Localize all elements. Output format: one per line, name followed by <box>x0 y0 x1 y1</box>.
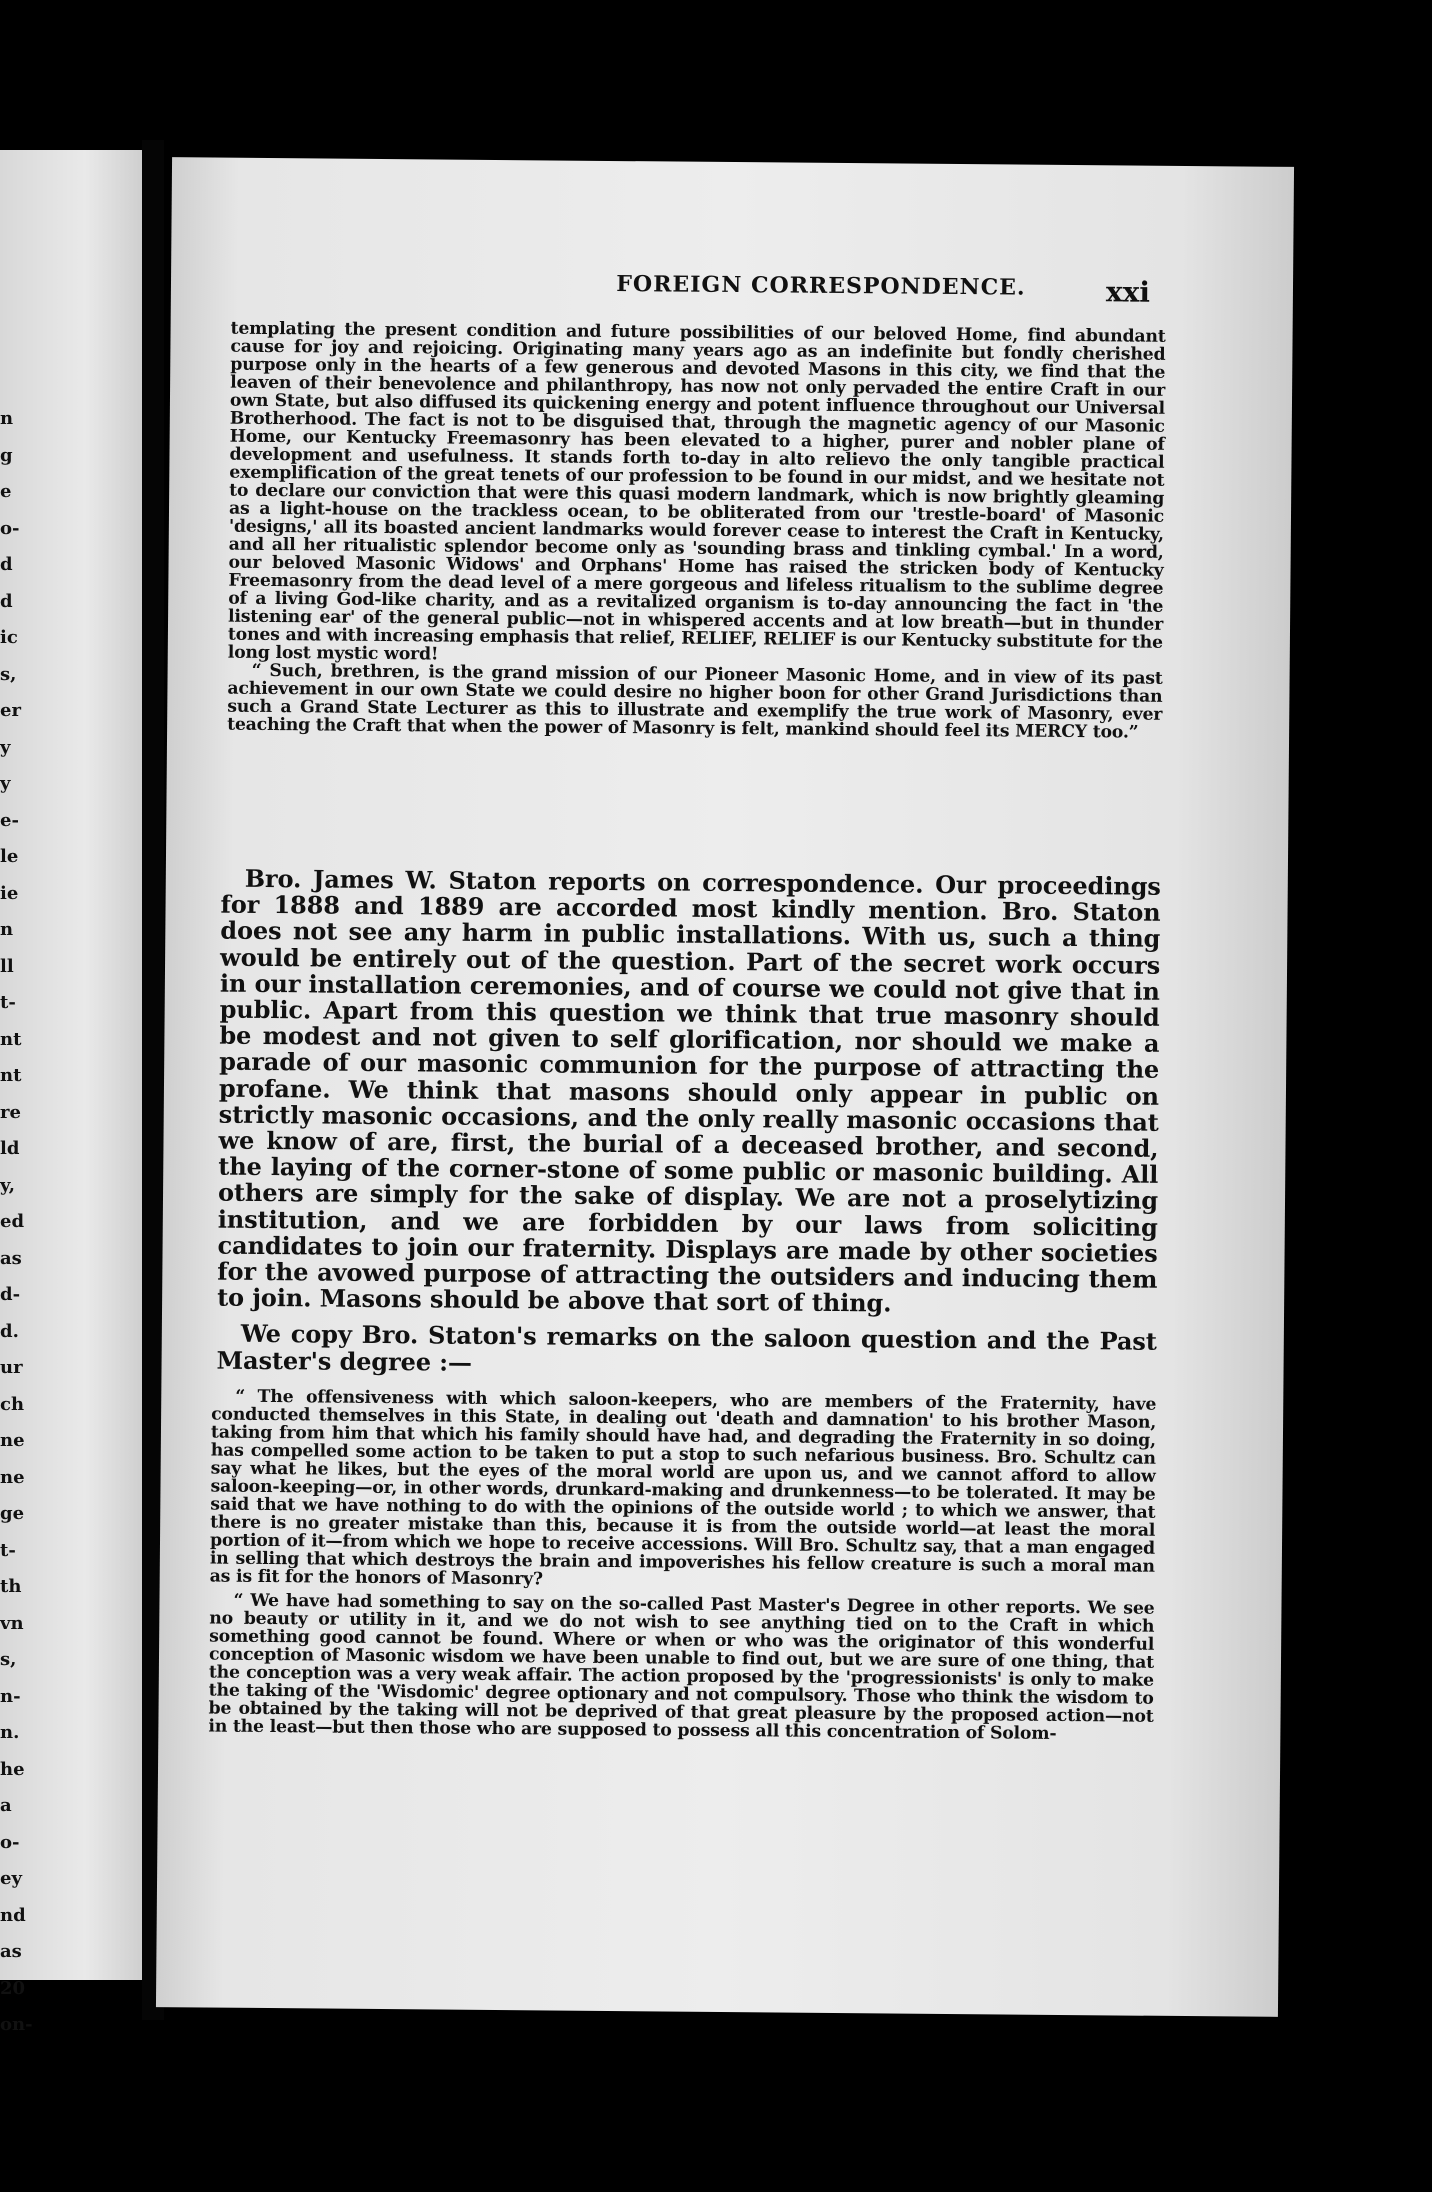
left-page-fragment: 20 <box>0 1977 26 1999</box>
left-page-fragment: re <box>0 1101 21 1123</box>
left-page-fragment: nd <box>0 1904 26 1926</box>
left-page-fragment: ll <box>0 955 14 977</box>
left-page-fragment: on- <box>0 2014 33 2035</box>
left-page-fragment: e- <box>0 809 19 831</box>
left-page-fragment: a <box>0 1795 12 1816</box>
left-page-fragment: d- <box>0 1284 21 1305</box>
quote-block-saloon <box>208 1388 1156 1744</box>
left-page-fragment: er <box>0 700 21 721</box>
left-page-fragment: t- <box>0 1539 16 1561</box>
body-text <box>216 863 1161 1382</box>
left-page-strip <box>0 150 142 2035</box>
page <box>156 157 1294 2017</box>
body-paragraph: Bro. James W. Staton reports on correspondence. Our proceedings for 1888 and 1889 are accorded most kindly mention. Bro. Staton does not see any harm in public installations. With us, such a thing would be entirely out of the question. Part of the secret work occurs in our installation ceremonies, and of course we could not give that in public. Apart from this question we think that true masonry should be modest and not given to self glorification, nor should we make a parade of our masonic communion for the purpose of attracting the profane. We think that masons should only appear in public on strictly masonic occasions, and the only really masonic occasions that we know of are, first, the burial of a deceased brother, and second, the laying of the corner-stone of some public or masonic building. All others are simply for the sake of display. We are not a proselytizing institution, and we are forbidden by our laws from soliciting candidates to join our fraternity. Displays are made by other societies for the avowed purpose of attracting the outsiders and inducing them to join. Masons should be above that sort of thing. <box>217 863 1161 1318</box>
body-paragraph: We copy Bro. Staton's remarks on the saloon question and the Past Master's degree :— <box>216 1319 1157 1377</box>
left-page-fragment: y <box>0 736 11 758</box>
left-page-fragment: he <box>0 1758 25 1780</box>
left-page-fragment: ey <box>0 1868 22 1889</box>
left-page-fragment: as <box>0 1247 22 1269</box>
quote-paragraph: “ Such, brethren, is the grand mission of our Pioneer Masonic Home, and in view of its past achievement in our own State we could desire no higher boon for other Grand Jurisdictions than such a Grand State Lecturer as this to illustrate and exemplify the true work of Masonry, ever teaching the Craft that when the power of Masonry is felt, mankind should feel its MERCY too.” <box>227 660 1163 743</box>
left-page-fragment: d. <box>0 1320 19 1342</box>
page-number: xxi <box>1105 275 1151 309</box>
left-page-fragment: th <box>0 1576 22 1597</box>
left-page-fragment: n <box>0 408 14 429</box>
left-page-fragment: n. <box>0 1722 20 1743</box>
left-page-fragment: t- <box>0 992 16 1013</box>
quote-block-home <box>227 320 1166 742</box>
quote-paragraph: “ We have had something to say on the so-called Past Master's Degree in other reports. We see no beauty or utility in it, and we do not wish to see anything tied on to the Craft in which something good cannot be found. Where or when or who was the originator of this wonderful conception of Masonic wisdom we have been unable to find out, but we are sure of one thing, that the conception was a very weak affair. The action proposed by the 'progressionists' is only to make the taking of the 'Wisdomic' degree optionary and not compulsory. Those who think the wisdom to be obtained by the taking will not be deprived of that great pleasure by the proposed action—not in the least—but then those who are supposed to possess all this concentration of Solom- <box>208 1590 1155 1744</box>
left-page-fragment: ed <box>0 1211 25 1232</box>
left-page-fragment: d <box>0 554 13 575</box>
left-page-fragment: s, <box>0 663 17 685</box>
left-page-fragment: ld <box>0 1138 20 1159</box>
left-page-fragment: g <box>0 444 13 466</box>
left-page-fragment: ne <box>0 1430 25 1451</box>
left-page-fragment: nt <box>0 1065 22 1086</box>
left-page-fragment: ur <box>0 1357 23 1378</box>
left-page-fragment: as <box>0 1941 22 1962</box>
left-page-fragment: ic <box>0 627 18 648</box>
left-page-fragment: ge <box>0 1503 25 1524</box>
left-page-fragment: e <box>0 481 12 502</box>
left-page-fragment: o- <box>0 1831 20 1853</box>
quote-paragraph: templating the present condition and future possibilities of our beloved Home, find abundant cause for joy and rejoicing. Originating many years ago as an indefinite but fondly cherished purpose only in the hearts of a few generous and devoted Masons in this city, we find that the leaven of their benevolence and philanthropy, has now not only pervaded the entire Craft in our own State, but also diffused its quickening energy and potent influence throughout our Universal Brotherhood. The fact is not to be disguised that, through the magnetic agency of our Masonic Home, our Kentucky Freemasonry has been elevated to a higher, purer and nobler plane of development and usefulness. It stands forth to-day in alto relievo the only tangible practical exemplification of the great tenets of our profession to be found in our midst, and we hesitate not to declare our conviction that were this quasi modern landmark, which is now brightly gleaming as a light-house on the trackless ocean, to be obliterated from our 'trestle-board' of Masonic 'designs,' all its boasted ancient landmarks would forever cease to interest the Craft in Kentucky, and all her ritualistic splendor become only as 'sounding brass and tinkling cymbal.' In a word, our beloved Masonic Widows' and Orphans' Home has raised the stricken body of Kentucky Freemasonry from the dead level of a mere gorgeous and lifeless ritualism to the sublime degree of a living God-like charity, and as a revitalized organism is to-day announcing the fact in 'the listening ear' of the general public—not in whispered accents and at low breath—but in thunder tones and with increasing emphasis that relief, RELIEF, RELIEF is our Kentucky substitute for the long lost mystic word! <box>227 318 1166 665</box>
left-page-fragment: nt <box>0 1028 22 1050</box>
left-page-fragment: d <box>0 590 13 612</box>
left-page-fragment: o- <box>0 517 20 539</box>
left-page-fragment: vn <box>0 1612 24 1634</box>
left-page-fragment: n- <box>0 1685 21 1707</box>
quote-paragraph: “ The offensiveness with which saloon-keepers, who are members of the Fraternity, have conducted themselves in this State, in dealing out 'death and damnation' to his brother Mason, taking from him that which his family should have had, and degrading the Fraternity in so doing, has compelled some action to be taken to put a stop to such nefarious business. Bro. Schultz can say what he likes, but the eyes of the moral world are upon us, and we cannot afford to allow saloon-keeping—or, in other words, drunkard-making and drunkenness—to be tolerated. It may be said that we have nothing to do with the opinions of the outside world ; to which we answer, that there is no greater mistake than this, because it is from the outside world—at least the moral portion of it—from which we hope to receive accessions. Will Bro. Schultz say, that a man engaged in selling that which destroys the brain and impoverishes his fellow creature is such a moral man as is fit for the honors of Masonry? <box>209 1386 1157 1590</box>
left-page-fragment: ch <box>0 1393 25 1415</box>
left-page-fragment: y, <box>0 1174 16 1196</box>
left-page-fragment: ie <box>0 882 19 904</box>
left-page-fragment: y <box>0 773 11 794</box>
left-page-fragment: s, <box>0 1649 17 1670</box>
running-head: FOREIGN CORRESPONDENCE. <box>616 271 1026 301</box>
left-page-fragment: ne <box>0 1466 25 1488</box>
left-page-fragment: n <box>0 919 14 940</box>
left-page-fragment: le <box>0 846 19 867</box>
